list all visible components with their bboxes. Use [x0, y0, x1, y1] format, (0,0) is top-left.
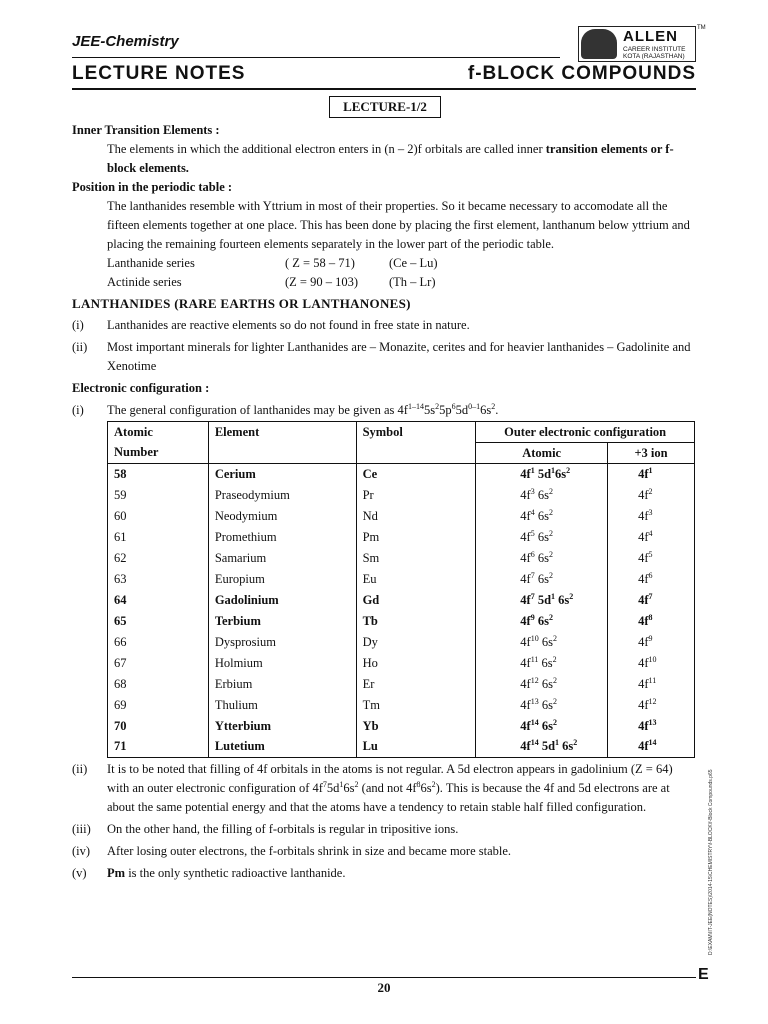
paragraph: The lanthanides resemble with Yttrium in most of their properties. So it became necessary to accomodate all the fifteen elements together at one place. This has been done by placing the first element, lanthanum below yttrium and placing the remaining fourteen elements separately in the lower part of the periodic table.: [107, 199, 690, 251]
config-term: 6s: [538, 676, 553, 691]
config-superscript: 7: [648, 591, 653, 601]
item-number: (ii): [72, 340, 88, 354]
logo-subtitle: [623, 46, 685, 60]
table-row: [108, 506, 695, 527]
config-term: 4f: [520, 508, 531, 523]
item-text: [107, 401, 696, 420]
series-z: ( Z = 58 – 71): [285, 256, 355, 270]
config-superscript: 3: [530, 486, 535, 496]
cell-element: Praseodymium: [208, 485, 356, 506]
cell-atom-config: [476, 716, 608, 737]
chapter-title: f-BLOCK COMPOUNDS: [467, 63, 696, 84]
table-row: [108, 653, 695, 674]
config-superscript: 1: [551, 591, 556, 601]
item-number: (v): [72, 866, 87, 880]
config-superscript: 6: [530, 549, 535, 559]
config-term: 5d: [534, 466, 552, 481]
page-number: 20: [377, 980, 391, 995]
config-superscript: 10: [530, 633, 539, 643]
config-superscript: 1: [551, 465, 556, 475]
cell-element: Erbium: [208, 674, 356, 695]
file-path-label: D:\EXAM\IIT-JEE(NOTES)\2014-15\CHEMISTRY\f-BLOCK\f-Block Compounds.p65: [708, 769, 714, 955]
table-row: [108, 632, 695, 653]
list-item: [72, 316, 696, 335]
config-term: 5d: [538, 739, 556, 754]
table-row: [108, 695, 695, 716]
config-term: 4f: [520, 592, 531, 607]
cell-element: Holmium: [208, 653, 356, 674]
cell-element: Lutetium: [208, 737, 356, 758]
superscript: 6: [451, 401, 456, 411]
config-term: 6s: [538, 634, 553, 649]
cell-element: Cerium: [208, 464, 356, 485]
item-number: (iii): [72, 822, 91, 836]
superscript: 0–1: [468, 401, 481, 411]
config-term: 4f: [638, 529, 649, 544]
config-superscript: 2: [548, 612, 553, 622]
config-superscript: 14: [648, 738, 657, 748]
config-superscript: 1: [648, 465, 653, 475]
cell-symbol: Yb: [356, 716, 476, 737]
header-element: Element: [208, 422, 356, 443]
list-item: [72, 401, 696, 420]
item-number: (i): [72, 403, 84, 417]
text-run: is the only synthetic radioactive lanthanide.: [125, 866, 346, 880]
series-row: [72, 254, 696, 273]
header-empty: [356, 443, 476, 464]
config-term: 4f: [638, 634, 649, 649]
config-superscript: 13: [648, 717, 657, 727]
cell-symbol: Tm: [356, 695, 476, 716]
subject-label: JEE-Chemistry: [72, 33, 179, 50]
config-superscript: 1: [555, 738, 560, 748]
config-term: 4f: [520, 529, 531, 544]
section-heading: Electronic configuration :: [72, 381, 210, 395]
config-term: 6s: [534, 613, 549, 628]
cell-atomic-number: 62: [108, 548, 209, 569]
cell-symbol: Er: [356, 674, 476, 695]
config-superscript: 9: [648, 633, 653, 643]
config-superscript: 7: [530, 591, 535, 601]
series-name: Actinide series: [107, 275, 182, 289]
config-term: 6s: [559, 739, 574, 754]
config-term: 4f: [520, 487, 531, 502]
cell-ion-config: [608, 653, 695, 674]
header-ion: +3 ion: [608, 443, 695, 464]
logo-sub-line: CAREER INSTITUTE: [623, 46, 686, 53]
table-row: [108, 716, 695, 737]
text-run: .: [495, 403, 499, 417]
list-item: [72, 842, 696, 861]
config-term: 4f: [638, 550, 649, 565]
cell-symbol: Dy: [356, 632, 476, 653]
series-range: (Ce – Lu): [389, 256, 438, 270]
config-superscript: 12: [530, 675, 539, 685]
cell-element: Europium: [208, 569, 356, 590]
superscript: 7: [322, 779, 327, 789]
cell-ion-config: [608, 590, 695, 611]
table-row: [108, 674, 695, 695]
config-superscript: 7: [530, 570, 535, 580]
cell-atom-config: [476, 527, 608, 548]
cell-atom-config: [476, 611, 608, 632]
cell-element: Gadolinium: [208, 590, 356, 611]
cell-atomic-number: 67: [108, 653, 209, 674]
cell-atom-config: [476, 506, 608, 527]
config-superscript: 2: [552, 717, 557, 727]
config-superscript: 13: [530, 696, 539, 706]
config-term: 6s: [534, 529, 549, 544]
superscript: 8: [416, 779, 421, 789]
config-superscript: 2: [552, 675, 557, 685]
config-term: 6s: [534, 508, 549, 523]
cell-ion-config: [608, 716, 695, 737]
allen-logo: [578, 26, 696, 62]
series-range: (Th – Lr): [389, 275, 436, 289]
text-run: 6s: [343, 781, 355, 795]
edition-mark: E: [698, 966, 709, 983]
header-rule: [72, 57, 560, 58]
config-term: 4f: [520, 466, 531, 481]
config-term: 6s: [534, 571, 549, 586]
text-run: 6s: [420, 781, 432, 795]
config-superscript: 10: [648, 654, 657, 664]
trademark-mark: TM: [697, 25, 706, 31]
cell-atomic-number: 71: [108, 737, 209, 758]
series-z: (Z = 90 – 103): [285, 275, 359, 289]
cell-symbol: Tb: [356, 611, 476, 632]
header-symbol: Symbol: [356, 422, 476, 443]
text-run: 5s: [423, 403, 436, 417]
config-term: 6s: [534, 487, 549, 502]
cell-ion-config: [608, 506, 695, 527]
superscript: 2: [431, 779, 436, 789]
config-superscript: 6: [648, 570, 653, 580]
config-superscript: 9: [530, 612, 535, 622]
header-outer-config: Outer electronic configuration: [476, 422, 695, 443]
cell-atomic-number: 65: [108, 611, 209, 632]
config-term: 5d: [534, 592, 552, 607]
header-empty: [208, 443, 356, 464]
cell-element: Terbium: [208, 611, 356, 632]
superscript: 1: [339, 779, 344, 789]
config-term: 4f: [520, 676, 531, 691]
cell-ion-config: [608, 695, 695, 716]
item-number: (i): [72, 318, 84, 332]
footer-rule: [72, 977, 696, 978]
lecture-notes-title: LECTURE NOTES: [72, 63, 246, 84]
cell-atom-config: [476, 569, 608, 590]
cell-atom-config: [476, 485, 608, 506]
config-superscript: 2: [548, 507, 553, 517]
config-superscript: 2: [573, 738, 578, 748]
config-superscript: 2: [569, 591, 574, 601]
section-heading: Position in the periodic table :: [72, 180, 233, 194]
config-term: 4f: [520, 550, 531, 565]
config-superscript: 3: [648, 507, 653, 517]
cell-atom-config: [476, 674, 608, 695]
config-superscript: 12: [648, 696, 657, 706]
cell-ion-config: [608, 485, 695, 506]
list-item: [72, 338, 696, 376]
table-row: [108, 737, 695, 758]
cell-element: Dysprosium: [208, 632, 356, 653]
item-text: After losing outer electrons, the f-orbitals shrink in size and became more stable.: [107, 844, 512, 858]
cell-element: Promethium: [208, 527, 356, 548]
config-term: 4f: [638, 466, 649, 481]
item-text: On the other hand, the filling of f-orbitals is regular in tripositive ions.: [107, 822, 459, 836]
text-run: The general configuration of lanthanides may be given as 4f: [107, 403, 408, 417]
table-row: [108, 485, 695, 506]
cell-atomic-number: 68: [108, 674, 209, 695]
page-content: [72, 121, 696, 883]
config-superscript: 14: [530, 717, 539, 727]
item-text: Lanthanides are reactive elements so do not found in free state in nature.: [107, 318, 470, 332]
series-row: [72, 273, 696, 292]
section-heading: LANTHANIDES (RARE EARTHS OR LANTHANONES): [72, 296, 411, 311]
superscript: 1–14: [407, 401, 424, 411]
config-term: 4f: [638, 718, 649, 733]
cell-ion-config: [608, 569, 695, 590]
logo-name: ALLEN: [623, 28, 678, 45]
config-superscript: 5: [648, 549, 653, 559]
cell-symbol: Eu: [356, 569, 476, 590]
config-superscript: 2: [566, 465, 571, 475]
config-superscript: 4: [648, 528, 653, 538]
cell-symbol: Pm: [356, 527, 476, 548]
table-header-row: [108, 422, 695, 443]
header-number: Number: [108, 443, 209, 464]
cell-atomic-number: 63: [108, 569, 209, 590]
config-superscript: 2: [548, 528, 553, 538]
para-text: The elements in which the additional electron enters in (n – 2)f orbitals are called inner: [107, 142, 546, 156]
paragraph: [72, 140, 696, 178]
config-superscript: 2: [552, 633, 557, 643]
text-run: ). This is because the 4f and 5d electrons are at about the same potential energy and that the atoms have a tendency to retain stable half filled configuration.: [107, 781, 670, 814]
cell-ion-config: [608, 464, 695, 485]
text-run: 5d: [326, 781, 340, 795]
config-term: 4f: [638, 592, 649, 607]
cell-atomic-number: 70: [108, 716, 209, 737]
config-term: 4f: [638, 487, 649, 502]
text-run: 5d: [455, 403, 469, 417]
series-name: Lanthanide series: [107, 256, 195, 270]
cell-symbol: Gd: [356, 590, 476, 611]
cell-atomic-number: 61: [108, 527, 209, 548]
cell-symbol: Lu: [356, 737, 476, 758]
config-term: 4f: [520, 655, 531, 670]
cell-atomic-number: 58: [108, 464, 209, 485]
lecture-badge: LECTURE-1/2: [329, 96, 441, 118]
config-term: 6s: [555, 466, 567, 481]
header-atom: Atomic: [476, 443, 608, 464]
config-term: 4f: [638, 571, 649, 586]
config-superscript: 4: [530, 507, 535, 517]
config-superscript: 2: [552, 696, 557, 706]
config-superscript: 2: [548, 570, 553, 580]
config-term: 4f: [520, 718, 531, 733]
config-term: 6s: [538, 655, 553, 670]
config-superscript: 11: [648, 675, 657, 685]
text-run: (and not 4f: [358, 781, 417, 795]
config-superscript: 11: [530, 654, 539, 664]
config-superscript: 2: [548, 549, 553, 559]
config-term: 6s: [534, 550, 549, 565]
cell-atom-config: [476, 737, 608, 758]
electron-config-table: [107, 421, 695, 758]
cell-atomic-number: 69: [108, 695, 209, 716]
config-term: 4f: [638, 508, 649, 523]
title-rule: [72, 88, 696, 90]
cell-atom-config: [476, 464, 608, 485]
table-row: [108, 590, 695, 611]
cell-symbol: Ce: [356, 464, 476, 485]
cell-symbol: Ho: [356, 653, 476, 674]
config-superscript: 14: [530, 738, 539, 748]
header-atomic: Atomic: [108, 422, 209, 443]
cell-atomic-number: 59: [108, 485, 209, 506]
list-item: [72, 760, 696, 817]
superscript: 2: [491, 401, 496, 411]
cell-atomic-number: 66: [108, 632, 209, 653]
item-number: (ii): [72, 762, 88, 776]
item-text: Most important minerals for lighter Lanthanides are – Monazite, cerites and for heavier lanthanides – Gadolinite and Xenotime: [107, 340, 691, 373]
config-term: 6s: [538, 718, 553, 733]
config-term: 6s: [538, 697, 553, 712]
text-run: It is to be noted that filling of 4f orbitals in the atoms is not regular. A 5d electron appears in gadolinium (Z = 64) with an outer electronic configuration of 4f: [107, 762, 673, 795]
cell-atom-config: [476, 590, 608, 611]
item-text: [107, 760, 696, 817]
para-bold-text: transition elements or f-block elements.: [107, 142, 674, 175]
superscript: 2: [435, 401, 440, 411]
bold-term: Pm: [107, 866, 126, 880]
table-row: [108, 548, 695, 569]
config-superscript: 8: [648, 612, 653, 622]
superscript: 2: [354, 779, 359, 789]
config-term: 4f: [638, 697, 649, 712]
cell-atomic-number: 64: [108, 590, 209, 611]
cell-ion-config: [608, 737, 695, 758]
cell-symbol: Nd: [356, 506, 476, 527]
config-term: 4f: [638, 655, 649, 670]
text-run: 6s: [480, 403, 492, 417]
config-term: 4f: [520, 634, 531, 649]
table-subheader-row: [108, 443, 695, 464]
cell-ion-config: [608, 632, 695, 653]
config-term: 6s: [555, 592, 570, 607]
config-superscript: 2: [648, 486, 653, 496]
cell-ion-config: [608, 611, 695, 632]
cell-ion-config: [608, 527, 695, 548]
cell-element: Thulium: [208, 695, 356, 716]
cell-ion-config: [608, 548, 695, 569]
cell-atom-config: [476, 632, 608, 653]
cell-atom-config: [476, 653, 608, 674]
config-term: 4f: [638, 676, 649, 691]
cell-atom-config: [476, 548, 608, 569]
table-row: [108, 527, 695, 548]
config-superscript: 5: [530, 528, 535, 538]
cell-element: Ytterbium: [208, 716, 356, 737]
config-term: 4f: [520, 697, 531, 712]
cell-element: Neodymium: [208, 506, 356, 527]
config-superscript: 2: [552, 654, 557, 664]
table-row: [108, 569, 695, 590]
text-run: 5p: [439, 403, 452, 417]
logo-tagline: KOTA (RAJASTHAN): [623, 53, 685, 60]
config-term: 4f: [520, 739, 531, 754]
item-text: [107, 864, 696, 883]
config-term: 4f: [638, 613, 649, 628]
cell-symbol: Sm: [356, 548, 476, 569]
cell-atomic-number: 60: [108, 506, 209, 527]
list-item: [72, 864, 696, 883]
config-term: 4f: [520, 571, 531, 586]
section-heading: Inner Transition Elements :: [72, 123, 220, 137]
cell-atom-config: [476, 695, 608, 716]
cell-ion-config: [608, 674, 695, 695]
table-row: [108, 611, 695, 632]
logo-emblem-icon: [581, 29, 617, 59]
config-superscript: 1: [530, 465, 535, 475]
table-row: [108, 464, 695, 485]
config-superscript: 2: [548, 486, 553, 496]
config-term: 4f: [638, 739, 649, 754]
item-number: (iv): [72, 844, 91, 858]
config-term: 4f: [520, 613, 531, 628]
cell-element: Samarium: [208, 548, 356, 569]
cell-symbol: Pr: [356, 485, 476, 506]
list-item: [72, 820, 696, 839]
table-body: [108, 464, 695, 758]
